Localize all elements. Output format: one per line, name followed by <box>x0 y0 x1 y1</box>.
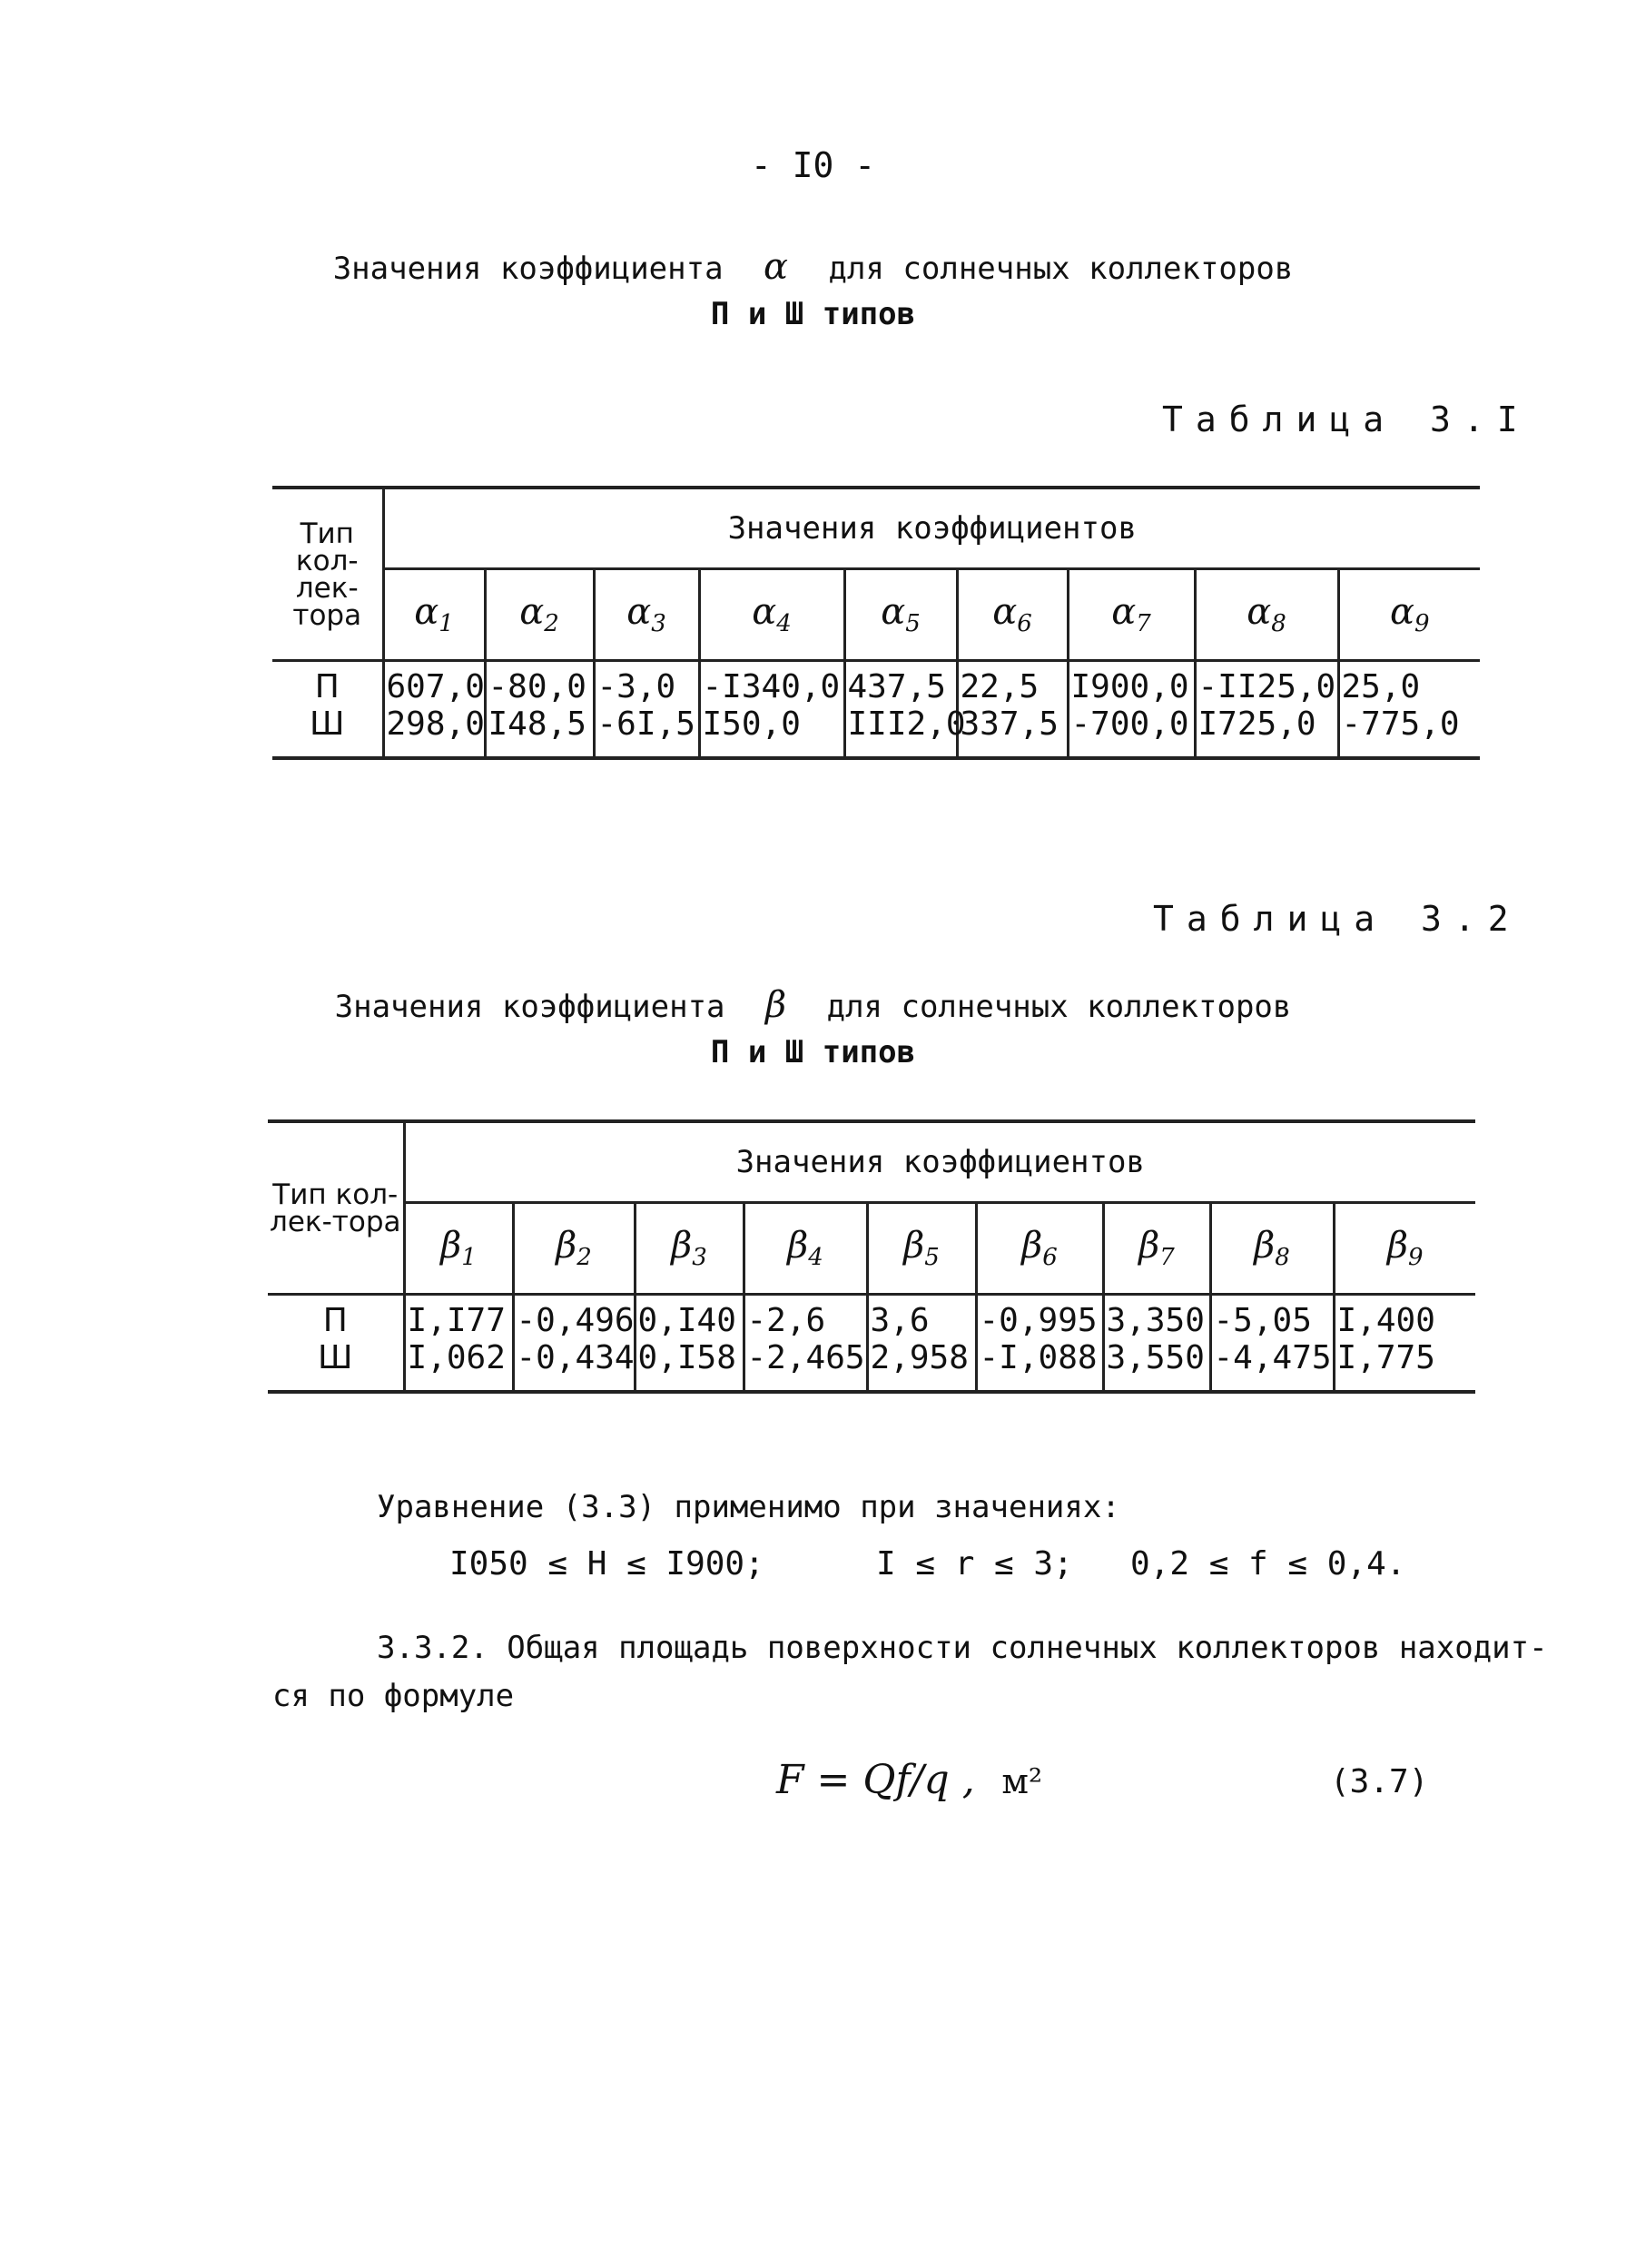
coefficient-value-cell: 3,550 <box>1103 1339 1210 1392</box>
coefficient-index: 1 <box>439 610 454 638</box>
coefficient-symbol: α <box>752 591 777 634</box>
table2-caption-before: Значения коэффициента <box>334 989 725 1025</box>
coefficient-value-cell: 25,0 <box>1338 661 1480 706</box>
coefficient-index: 9 <box>1408 1244 1424 1272</box>
coefficient-value-cell: 337,5 <box>957 705 1068 758</box>
coefficient-value-cell: -I,088 <box>976 1339 1103 1392</box>
coefficient-header-4 <box>699 569 844 661</box>
coefficient-value-cell: -2,6 <box>744 1295 867 1340</box>
coefficient-symbol: β <box>787 1225 809 1267</box>
coefficient-header-5 <box>844 569 957 661</box>
table2-caption-after: для солнечных коллекторов <box>826 989 1292 1025</box>
alpha-symbol: α <box>764 246 789 288</box>
coefficient-header-9 <box>1334 1203 1475 1295</box>
coefficient-value-cell: -0,434 <box>513 1339 635 1392</box>
formula-expression: F = Qf/q , <box>776 1757 975 1803</box>
condition-f: 0,2 ≤ f ≤ 0,4. <box>1130 1545 1406 1583</box>
coefficient-value-cell: I725,0 <box>1195 705 1338 758</box>
coefficient-index: 1 <box>461 1244 477 1272</box>
coefficient-value-cell: 607,0 <box>383 661 485 706</box>
table1-caption-before: Значения коэффициента <box>332 251 724 287</box>
table1-caption-line2: П и Ш типов <box>710 296 916 332</box>
section-text-line2: ся по формуле <box>272 1678 515 1714</box>
coefficient-index: 4 <box>776 610 792 638</box>
collector-type-cell: П <box>322 1302 348 1339</box>
coefficients-group-header: Значения коэффициентов <box>383 488 1480 569</box>
coefficient-value-cell: -775,0 <box>1338 705 1480 758</box>
coefficient-index: 7 <box>1136 610 1151 638</box>
coefficient-header-2 <box>485 569 594 661</box>
coefficient-index: 3 <box>692 1244 707 1272</box>
coefficient-index: 6 <box>1017 610 1032 638</box>
beta-symbol: β <box>765 984 787 1026</box>
coefficient-symbol: β <box>1254 1225 1276 1267</box>
table1-caption-after: для солнечных коллекторов <box>828 251 1294 287</box>
coefficient-symbol: β <box>556 1225 577 1267</box>
formula-f <box>776 1757 1042 1803</box>
page-number: - I0 - <box>750 145 876 185</box>
table-row <box>268 1339 1475 1392</box>
type-column-header: Тип кол-лек-тора <box>272 488 383 661</box>
coefficient-symbol: β <box>1386 1225 1409 1267</box>
coefficient-value-cell: -80,0 <box>485 661 594 706</box>
table-row <box>272 661 1480 706</box>
coefficient-value-cell: 298,0 <box>383 705 485 758</box>
coefficient-header-1 <box>383 569 485 661</box>
condition-h: I050 ≤ H ≤ I900; <box>449 1545 764 1583</box>
coefficient-index: 3 <box>651 610 666 638</box>
coefficient-value-cell: -3,0 <box>594 661 699 706</box>
coefficient-header-6 <box>957 569 1068 661</box>
coefficients-group-header: Значения коэффициентов <box>404 1121 1475 1203</box>
coefficient-index: 5 <box>924 1244 940 1272</box>
coefficient-value-cell: -700,0 <box>1068 705 1195 758</box>
coefficient-symbol: β <box>1138 1225 1160 1267</box>
coefficient-value-cell: 0,I40 <box>635 1295 744 1340</box>
coefficient-value-cell: I50,0 <box>699 705 844 758</box>
coefficient-symbol: β <box>440 1225 462 1267</box>
condition-r: I ≤ r ≤ 3; <box>876 1545 1073 1583</box>
coefficient-header-8 <box>1210 1203 1334 1295</box>
coefficient-value-cell: 0,I58 <box>635 1339 744 1392</box>
coefficient-value-cell: I48,5 <box>485 705 594 758</box>
coefficient-value-cell: -5,05 <box>1210 1295 1334 1340</box>
coefficient-header-5 <box>867 1203 976 1295</box>
coefficient-header-7 <box>1068 569 1195 661</box>
coefficient-header-4 <box>744 1203 867 1295</box>
coefficient-value-cell: I,062 <box>404 1339 513 1392</box>
coefficient-value-cell: -II25,0 <box>1195 661 1338 706</box>
coefficient-symbol: α <box>992 591 1018 634</box>
coefficient-index: 2 <box>544 610 559 638</box>
table2-label: Таблица 3.2 <box>1153 899 1522 939</box>
coefficient-value-cell: 3,350 <box>1103 1295 1210 1340</box>
coefficient-index: 7 <box>1159 1244 1175 1272</box>
section-text-line1: 3.3.2. Общая площадь поверхности солнечных коллекторов находит- <box>377 1630 1548 1666</box>
coefficient-symbol: α <box>1389 591 1414 634</box>
coefficient-value-cell: III2,0 <box>844 705 957 758</box>
coefficient-value-cell: I,775 <box>1334 1339 1475 1392</box>
coefficient-header-7 <box>1103 1203 1210 1295</box>
applicability-intro: Уравнение (3.3) применимо при значениях: <box>377 1489 1120 1525</box>
coefficient-symbol: β <box>1021 1225 1043 1267</box>
coefficient-symbol: α <box>1247 591 1272 634</box>
coefficient-value-cell: 3,6 <box>867 1295 976 1340</box>
coefficient-index: 8 <box>1275 1244 1290 1272</box>
coefficient-value-cell: 437,5 <box>844 661 957 706</box>
coefficient-header-1 <box>404 1203 513 1295</box>
table2-caption-line1 <box>0 983 1626 1029</box>
coefficient-header-2 <box>513 1203 635 1295</box>
formula-number: (3.7) <box>1330 1763 1429 1800</box>
coefficient-symbol: β <box>903 1225 925 1267</box>
coefficient-index: 9 <box>1414 610 1430 638</box>
coefficient-value-cell: I,400 <box>1334 1295 1475 1340</box>
coefficient-header-3 <box>635 1203 744 1295</box>
coefficient-table-beta <box>268 1119 1475 1394</box>
collector-type-cell: П <box>314 668 340 705</box>
coefficient-index: 6 <box>1042 1244 1058 1272</box>
coefficient-symbol: α <box>626 591 652 634</box>
coefficient-symbol: β <box>671 1225 693 1267</box>
coefficient-index: 8 <box>1271 610 1286 638</box>
coefficient-value-cell: 22,5 <box>957 661 1068 706</box>
coefficient-symbol: α <box>881 591 906 634</box>
coefficient-header-row <box>272 569 1480 661</box>
coefficient-index: 2 <box>576 1244 592 1272</box>
coefficient-index: 4 <box>808 1244 823 1272</box>
collector-type-cell: Ш <box>268 1339 404 1392</box>
table-row <box>272 705 1480 758</box>
coefficient-header-8 <box>1195 569 1338 661</box>
coefficient-symbol: α <box>519 591 545 634</box>
coefficient-value-cell: -0,995 <box>976 1295 1103 1340</box>
table1-caption-line1 <box>0 245 1626 291</box>
table2-caption-line2: П и Ш типов <box>710 1034 916 1070</box>
type-column-header: Тип кол-лек-тора <box>268 1121 404 1295</box>
table-row <box>268 1295 1475 1340</box>
coefficient-value-cell: -0,496 <box>513 1295 635 1340</box>
coefficient-table-alpha <box>272 486 1480 760</box>
coefficient-index: 5 <box>905 610 921 638</box>
coefficient-value-cell: -6I,5 <box>594 705 699 758</box>
coefficient-header-6 <box>976 1203 1103 1295</box>
coefficient-symbol: α <box>414 591 439 634</box>
coefficient-value-cell: I,I77 <box>404 1295 513 1340</box>
coefficient-value-cell: -4,475 <box>1210 1339 1334 1392</box>
formula-unit: м² <box>1001 1761 1043 1801</box>
coefficient-header-row <box>268 1203 1475 1295</box>
coefficient-value-cell: I900,0 <box>1068 661 1195 706</box>
coefficient-value-cell: -2,465 <box>744 1339 867 1392</box>
coefficient-value-cell: -I340,0 <box>699 661 844 706</box>
coefficient-header-3 <box>594 569 699 661</box>
collector-type-cell: Ш <box>272 705 383 758</box>
coefficient-value-cell: 2,958 <box>867 1339 976 1392</box>
table1-label: Таблица 3.I <box>1162 399 1531 439</box>
coefficient-header-9 <box>1338 569 1480 661</box>
coefficient-symbol: α <box>1111 591 1137 634</box>
